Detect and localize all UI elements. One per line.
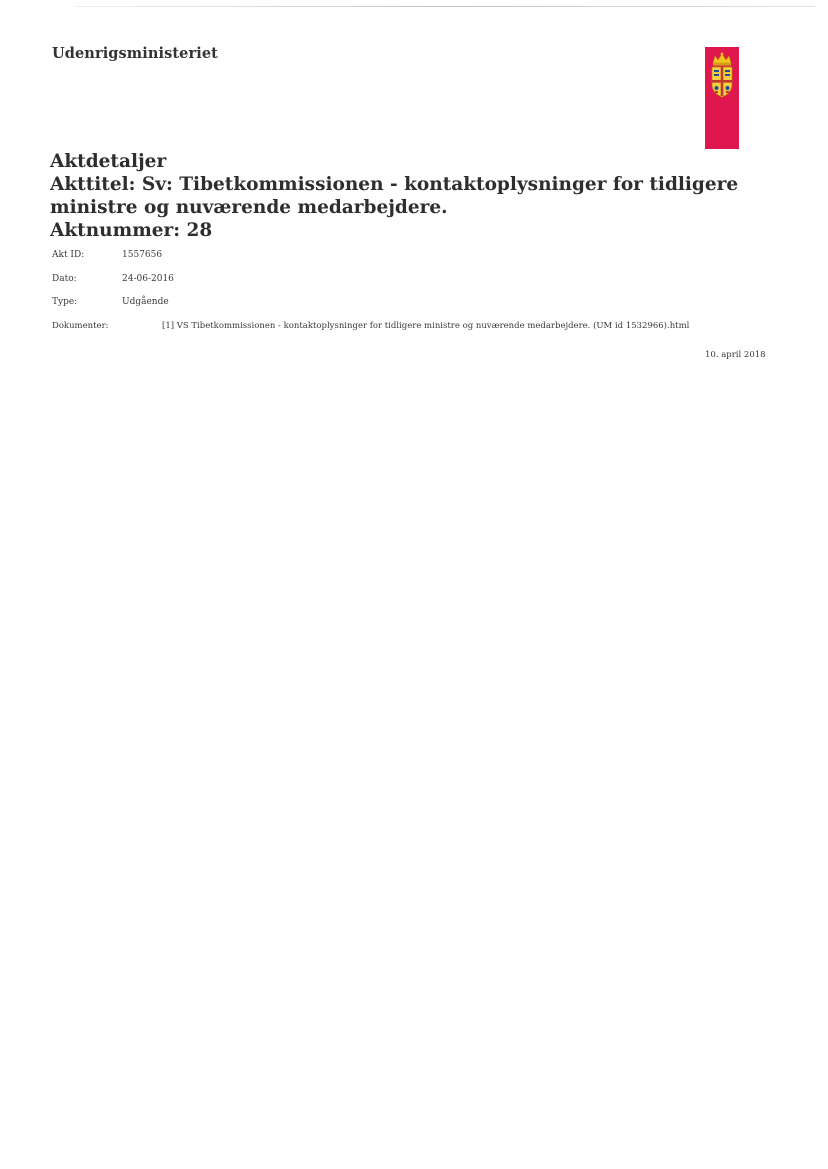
- danish-coat-of-arms-icon: [708, 51, 736, 107]
- act-details-heading-block: [50, 150, 770, 242]
- scan-artifact-line: [75, 6, 815, 7]
- akt-id-value: 1557656: [122, 250, 163, 260]
- akt-id-label: Akt ID:: [52, 250, 85, 260]
- print-date: 10. april 2018: [705, 350, 766, 360]
- dokumenter-link[interactable]: [1] VS Tibetkommissionen - kontaktoplysninger for tidligere ministre og nuværende medarbejdere. (UM id 1532966).html: [162, 321, 690, 331]
- dokumenter-row: [52, 321, 690, 331]
- type-label: Type:: [52, 297, 78, 307]
- type-value: Udgående: [122, 297, 169, 307]
- ministry-logo: [705, 47, 739, 149]
- details-heading: Aktdetaljer: [50, 151, 167, 172]
- act-title: Akttitel: Sv: Tibetkommissionen - kontaktoplysninger for tidligere ministre og nuværende medarbejdere.: [50, 174, 739, 218]
- act-number: Aktnummer: 28: [50, 220, 213, 241]
- ministry-name: Udenrigsministeriet: [52, 45, 218, 62]
- dato-value: 24-06-2016: [122, 274, 174, 284]
- dato-label: Dato:: [52, 274, 77, 284]
- dokumenter-label: Dokumenter:: [52, 321, 109, 331]
